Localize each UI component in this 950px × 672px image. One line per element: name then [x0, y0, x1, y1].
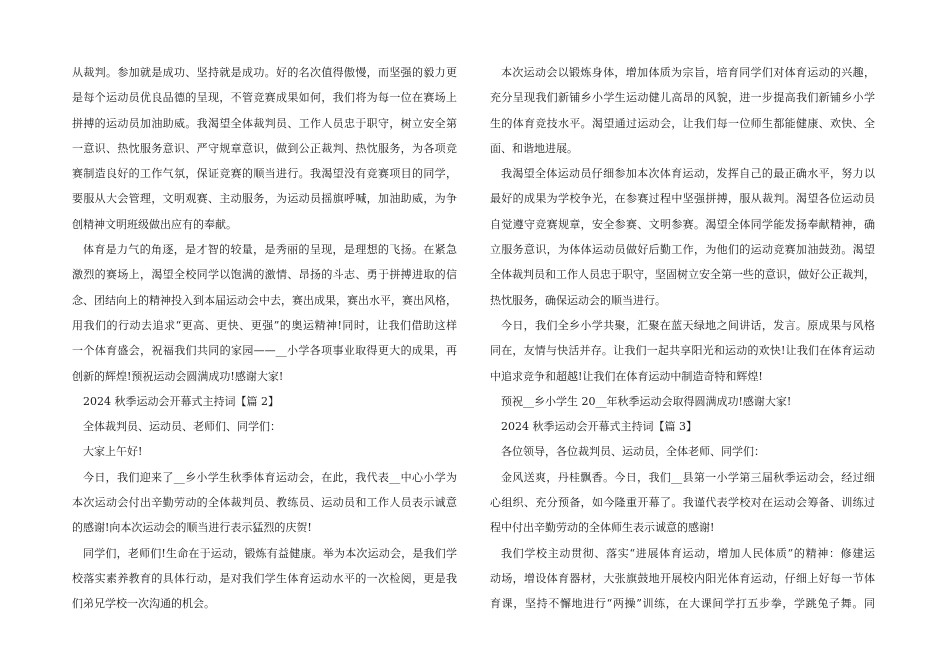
left-text-column — [72, 60, 457, 617]
text-line: 金风送爽，丹桂飘香。今日，我们__县第一小学第三届秋季运动会，经过细 — [501, 470, 875, 484]
text-line: 的感谢!向本次运动会的顺当进行表示猛烈的庆贺! — [72, 521, 312, 535]
text-line: 自觉遵守竞赛规章，安全参赛、文明参赛。渴望全体同学能发扬奉献精神，确 — [490, 217, 875, 231]
text-line: 生的体育竞技水平。渴望通过运动会，让我们每一位师生都能健康、欢快、全 — [490, 116, 875, 130]
text-line: 今日，我们全乡小学共聚，汇聚在蓝天绿地之间讲话，发言。原成果与风格 — [501, 318, 875, 332]
text-line: 赛制造良好的工作气氛，保证竞赛的顺当进行。我渴望没有竞赛项目的同学， — [72, 167, 457, 181]
text-line: 中追求竞争和超越!让我们在体育运动中制造奇特和辉煌! — [490, 369, 763, 383]
text-line: 创精神文明班级做出应有的奉献。 — [72, 217, 237, 231]
text-line: 最好的成果为学校争光，在参赛过程中坚强拼搏，服从裁判。渴望各位运动员 — [490, 192, 875, 206]
text-line: 念、团结向上的精神投入到本届运动会中去，赛出成果，赛出水平，赛出风格， — [72, 293, 457, 307]
text-line: 要服从大会管理，文明观赛、主动服务，为运动员摇旗呼喊，加油助威，为争 — [72, 192, 457, 206]
text-line: 用我们的行动去追求“更高、更快、更强”的奥运精神!同时，让我们借助这样 — [72, 318, 457, 332]
text-line: 今日，我们迎来了__乡小学生秋季体育运动会，在此，我代表__中心小学为 — [83, 470, 457, 484]
text-line: 激烈的赛场上，渴望全校同学以饱满的激情、昂扬的斗志、勇于拼搏进取的信 — [72, 268, 457, 282]
text-line: 本次运动会以锻炼身体，增加体质为宗旨，培育同学们对体育运动的兴趣， — [501, 66, 875, 79]
text-line: 大家上午好! — [83, 445, 143, 459]
text-line: 全体裁判员、运动员、老师们、同学们： — [83, 420, 281, 434]
text-line: 程中付出辛勤劳动的全体师生表示诚意的感谢! — [490, 521, 715, 535]
text-line: 预祝__乡小学生 20__年秋季运动会取得圆满成功!感谢大家! — [501, 394, 792, 408]
text-line: 是每个运动员优良品德的呈现，不管竞赛成果如何，我们将为每一位在赛场上 — [72, 91, 457, 105]
text-line: 育课，坚持不懈地进行“两操”训练，在大课间学打五步拳，学跳兔子舞。同 — [490, 597, 875, 611]
text-line: 充分呈现我们新铺乡小学生运动健儿高昂的风貌，进一步提高我们新铺乡小学 — [490, 91, 875, 105]
text-line: 全体裁判员和工作人员忠于职守，坚固树立安全第一些的意识，做好公正裁判， — [490, 268, 875, 282]
text-line: 我们学校主动贯彻、落实“进展体育运动，增加人民体质”的精神：修建运 — [501, 546, 875, 560]
text-line: 同学们，老师们!生命在于运动，锻炼有益健康。举为本次运动会，是我们学 — [83, 546, 457, 560]
right-text-column — [490, 60, 875, 617]
text-line: 同在，友情与快活并存。让我们一起共享阳光和运动的欢快!让我们在体育运动 — [490, 344, 875, 358]
text-line: 拼搏的运动员加油助威。我渴望全体裁判员、工作人员忠于职守，树立安全第 — [72, 116, 457, 130]
text-line: 各位领导，各位裁判员、运动员，全体老师、同学们： — [501, 445, 765, 459]
text-line: 从裁判。参加就是成功、坚持就是成功。好的名次值得傲慢，而坚强的毅力更 — [72, 66, 457, 79]
text-line: 我渴望全体运动员仔细参加本次体育运动，发挥自己的最正确水平，努力以 — [501, 167, 875, 181]
text-line: 们弟兄学校一次沟通的机会。 — [72, 597, 215, 611]
text-line: 热忱服务，确保运动会的顺当进行。 — [490, 293, 666, 307]
text-line: 一个体育盛会，祝福我们共同的家园——__小学各项事业取得更大的成果，再 — [72, 344, 457, 358]
text-line: 校落实素养教育的具体行动，是对我们学生体育运动水平的一次检阅，更是我 — [72, 571, 457, 585]
text-line: 2024 秋季运动会开幕式主持词【篇 3】 — [501, 420, 697, 434]
text-line: 面、和谐地进展。 — [490, 141, 578, 155]
text-line: 立服务意识，为体体运动员做好后勤工作，为他们的运动竞赛加油鼓劲。渴望 — [490, 243, 875, 257]
text-line: 创新的辉煌!预祝运动会圆满成功!感谢大家! — [72, 369, 284, 383]
text-line: 2024 秋季运动会开幕式主持词【篇 2】 — [83, 394, 279, 408]
text-line: 一意识、热忱服务意识、严守规章意识，做到公正裁判、热忱服务，为各项竞 — [72, 141, 457, 155]
text-line: 本次运动会付出辛勤劳动的全体裁判员、教练员、运动员和工作人员表示诚意 — [72, 496, 457, 510]
text-line: 心组织、充分预备，如今隆重开幕了。我谨代表学校对在运动会筹备、训练过 — [490, 496, 875, 510]
text-line: 体育是力气的角逐，是才智的较量，是秀丽的呈现，是理想的飞扬。在紧急 — [83, 243, 457, 257]
text-line: 动场，增设体育器材，大张旗鼓地开展校内阳光体育运动，仔细上好每一节体 — [490, 571, 875, 585]
